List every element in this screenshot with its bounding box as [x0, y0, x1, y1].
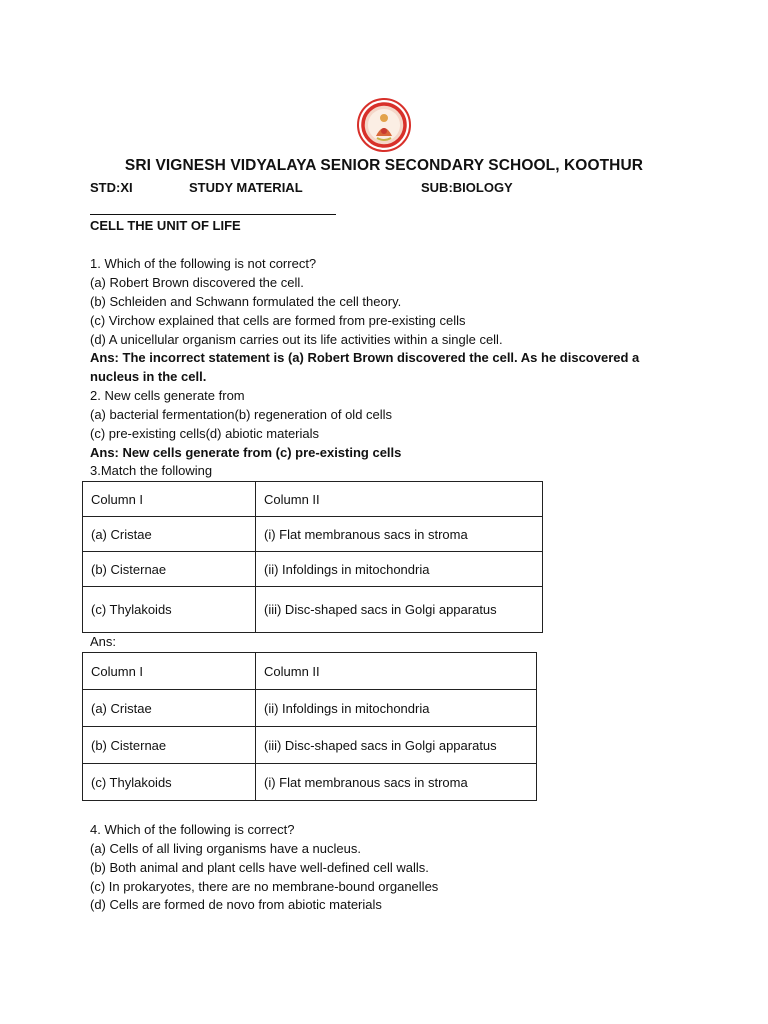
table-row [83, 552, 543, 587]
table-row [83, 653, 537, 690]
q3-answer-label: Ans: [90, 634, 117, 649]
table-cell: (i) Flat membranous sacs in stroma [256, 517, 543, 552]
table-row [83, 517, 543, 552]
table-row [83, 764, 537, 801]
question-2: 2. New cells generate from [90, 388, 245, 403]
table-cell: (b) Cisternae [83, 552, 256, 587]
table-cell: (ii) Infoldings in mitochondria [256, 552, 543, 587]
match-table [82, 481, 543, 633]
table-row [83, 690, 537, 727]
table-row [83, 587, 543, 633]
q2-options-ab: (a) bacterial fermentation(b) regeneration of old cells [90, 407, 393, 422]
q4-option-d: (d) Cells are formed de novo from abiotic materials [90, 897, 382, 912]
table-cell: (c) Thylakoids [83, 764, 256, 801]
table-cell: (b) Cisternae [83, 727, 256, 764]
table-cell: (a) Cristae [83, 517, 256, 552]
q4-option-a: (a) Cells of all living organisms have a nucleus. [90, 841, 361, 856]
table-header-cell: Column I [83, 482, 256, 517]
subject-label: SUB:BIOLOGY [421, 180, 513, 195]
q1-option-b: (b) Schleiden and Schwann formulated the cell theory. [90, 294, 402, 309]
table-cell: (i) Flat membranous sacs in stroma [256, 764, 537, 801]
question-1: 1. Which of the following is not correct? [90, 256, 317, 271]
answer-table [82, 652, 537, 801]
table-cell: (iii) Disc-shaped sacs in Golgi apparatus [256, 727, 537, 764]
school-emblem-icon [357, 98, 411, 152]
table-cell: (iii) Disc-shaped sacs in Golgi apparatus [256, 587, 543, 633]
material-label: STUDY MATERIAL [189, 180, 303, 195]
question-4: 4. Which of the following is correct? [90, 822, 295, 837]
table-cell: (c) Thylakoids [83, 587, 256, 633]
q1-option-d: (d) A unicellular organism carries out its life activities within a single cell. [90, 332, 503, 347]
q1-option-c: (c) Virchow explained that cells are formed from pre-existing cells [90, 313, 466, 328]
q4-option-c: (c) In prokaryotes, there are no membrane-bound organelles [90, 879, 439, 894]
table-header-cell: Column II [256, 482, 543, 517]
q1-option-a: (a) Robert Brown discovered the cell. [90, 275, 304, 290]
q2-answer: Ans: New cells generate from (c) pre-existing cells [90, 445, 402, 460]
q1-answer: Ans: The incorrect statement is (a) Robert Brown discovered the cell. As he discovered a nucleus in the cell. [90, 350, 640, 384]
q2-options-cd: (c) pre-existing cells(d) abiotic materials [90, 426, 320, 441]
question-3: 3.Match the following [90, 463, 213, 478]
table-cell: (ii) Infoldings in mitochondria [256, 690, 537, 727]
chapter-title: CELL THE UNIT OF LIFE [90, 218, 241, 233]
std-label: STD:XI [90, 180, 133, 195]
q4-option-b: (b) Both animal and plant cells have well-defined cell walls. [90, 860, 429, 875]
divider-rule [90, 214, 336, 215]
table-row [83, 727, 537, 764]
table-header-cell: Column II [256, 653, 537, 690]
table-row [83, 482, 543, 517]
table-cell: (a) Cristae [83, 690, 256, 727]
school-name: SRI VIGNESH VIDYALAYA SENIOR SECONDARY SCHOOL, KOOTHUR [124, 157, 644, 174]
table-header-cell: Column I [83, 653, 256, 690]
